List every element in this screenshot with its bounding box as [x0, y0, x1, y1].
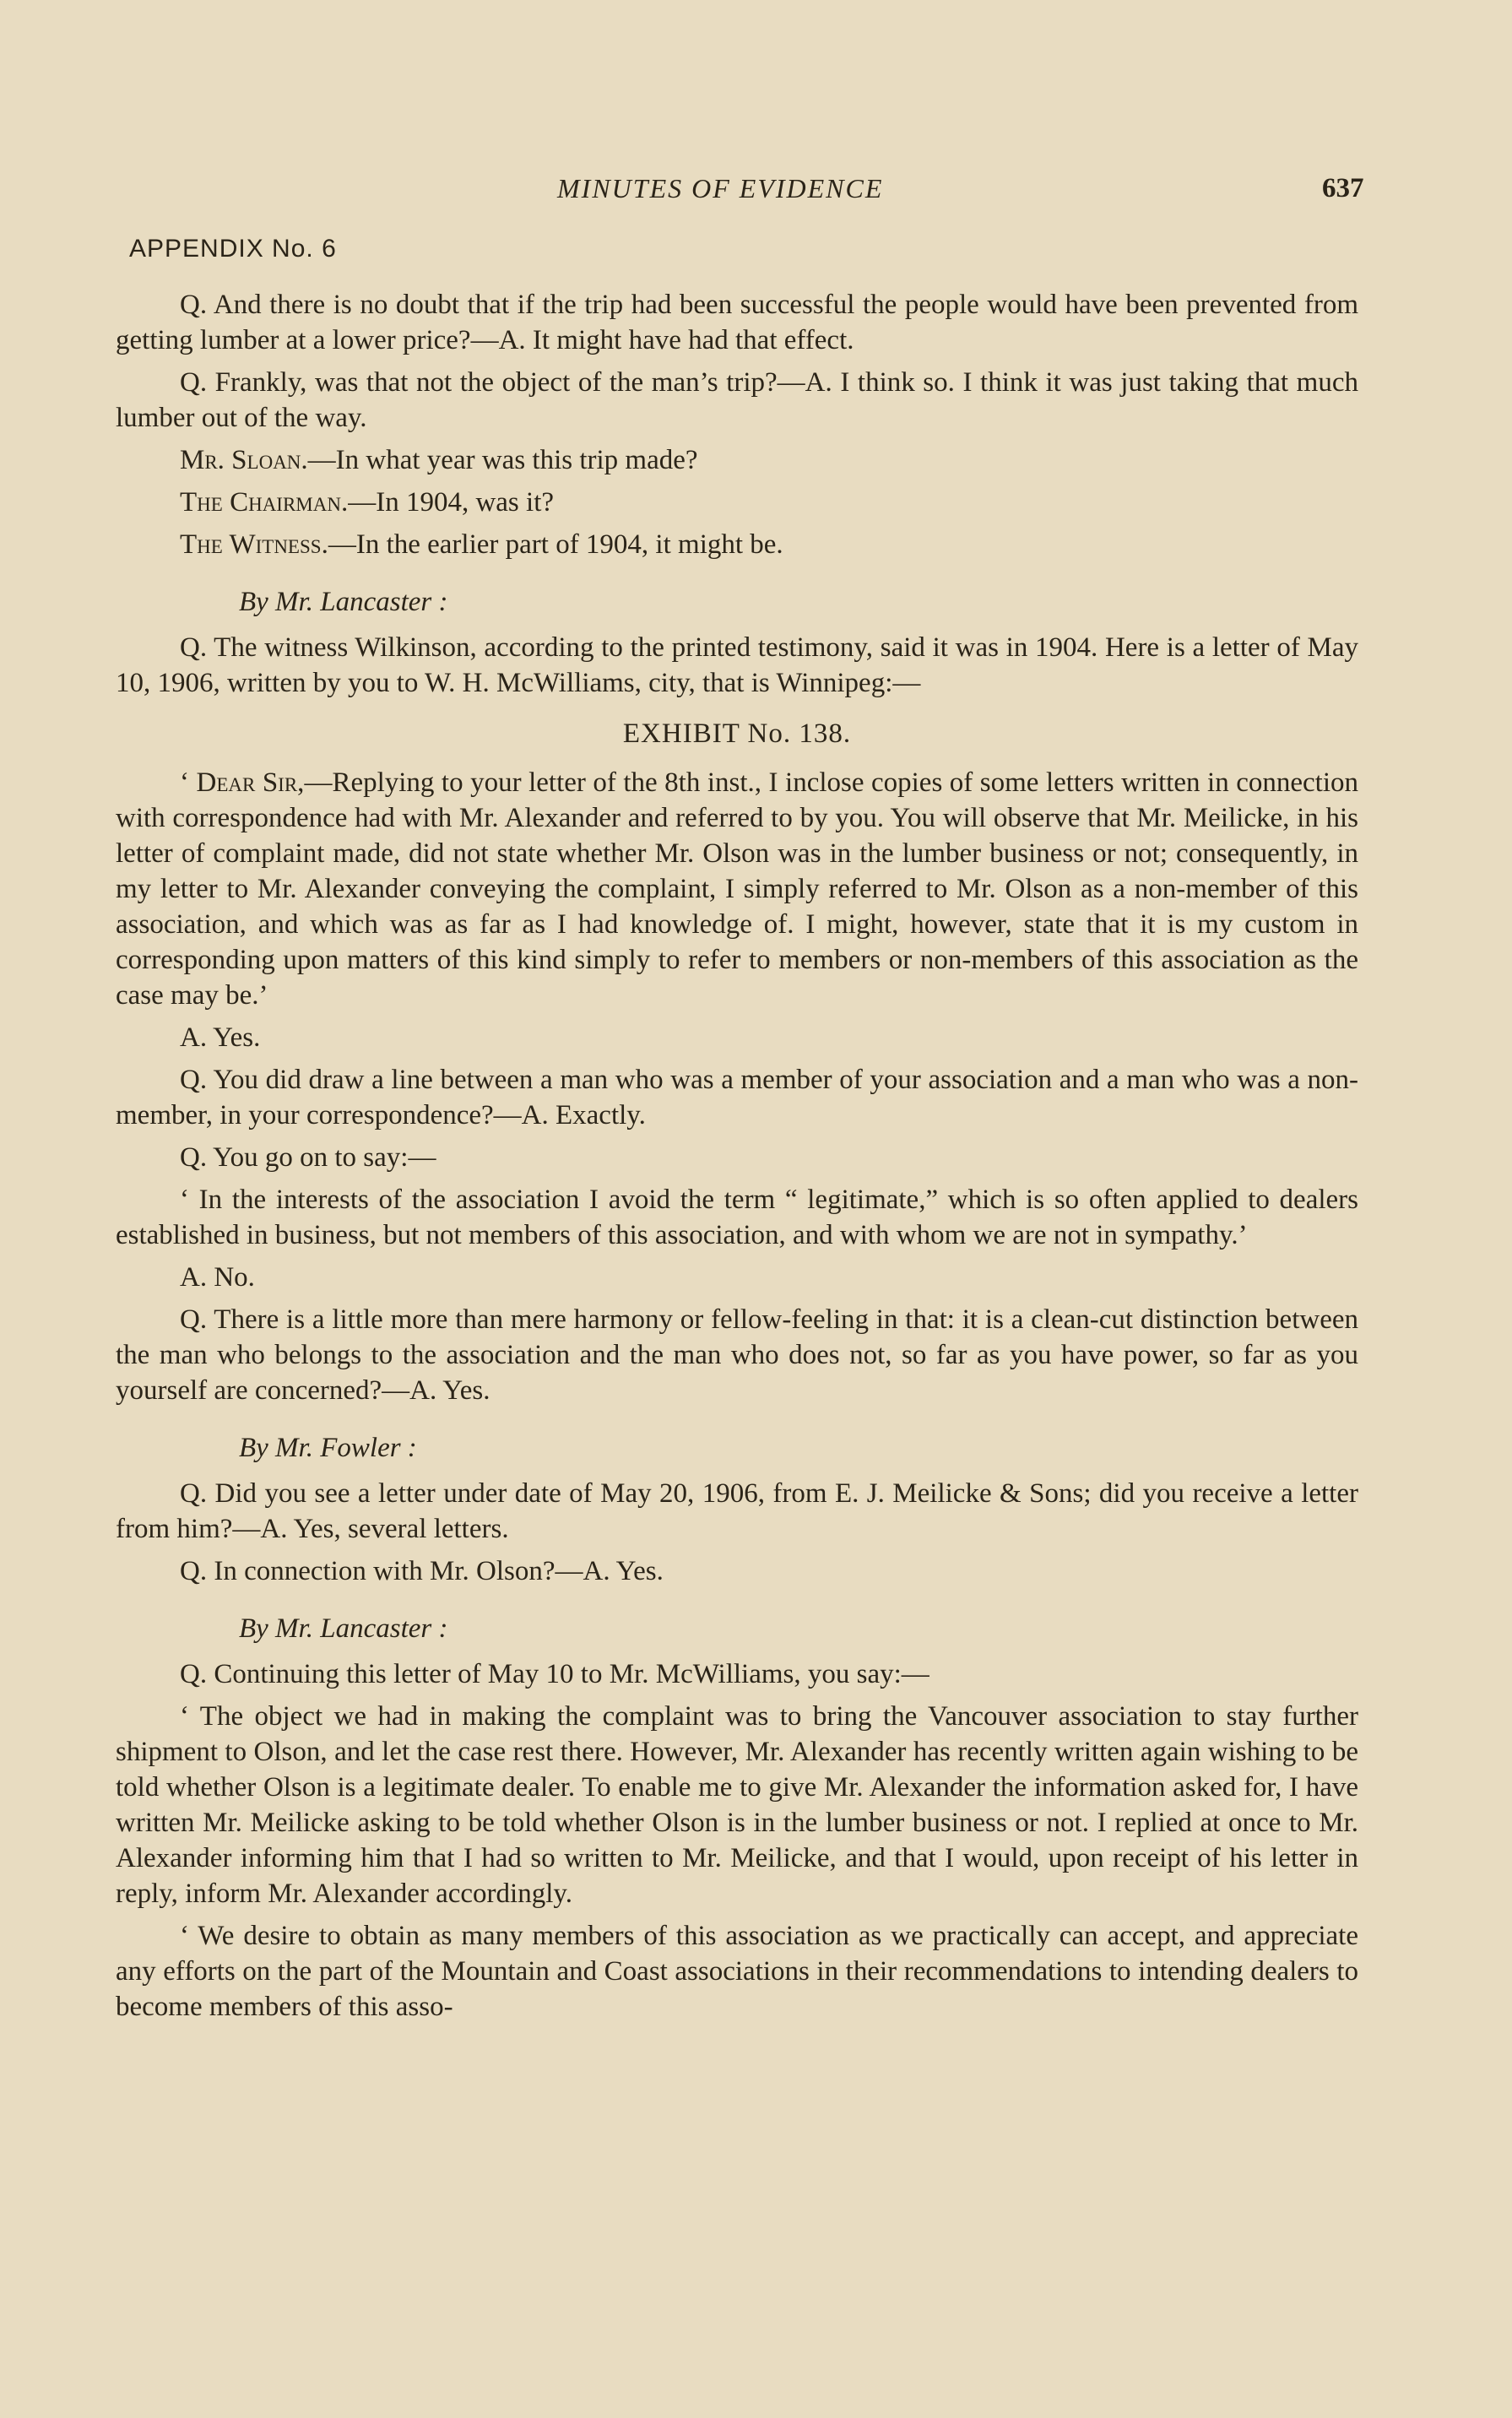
speaker-name: Mr. Sloan.	[180, 445, 308, 475]
paragraph: A. No.	[180, 1262, 255, 1293]
speaker-text: —In the earlier part of 1904, it might be.	[328, 529, 783, 560]
paragraph: Q. Frankly, was that not the object of the man’s trip?—A. I think so. I think it was just taking that much lumber out of the way.	[116, 367, 1358, 433]
exhibit-heading: EXHIBIT No. 138.	[622, 718, 852, 749]
speaker-name: The Witness.	[180, 529, 328, 560]
speaker-line	[116, 485, 1358, 520]
page-number: 637	[1322, 173, 1364, 203]
paragraph: A. Yes.	[180, 1022, 261, 1053]
paragraph: Q. You go on to say:—	[180, 1142, 436, 1173]
letter-text: —Replying to your letter of the 8th inst., I inclose copies of some letters written in connection with correspondence had with Mr. Alexander and referred to by you. You will observe that Mr. Meilicke, in his letter of complaint made, did not state whether Mr. Olson was in the lumber business or not; consequently, in my letter to Mr. Alexander conveying the complaint, I simply referred to Mr. Olson as a non-member of this association, and which was as far as I had knowledge of. I might, however, state that it is my custom in corresponding upon matters of this kind simply to refer to members or non-members of this association as the case may be.’	[116, 767, 1358, 1011]
paragraph: Q. The witness Wilkinson, according to the printed testimony, said it was in 1904. Here is a letter of May 10, 1906, written by you to W. H. McWilliams, city, that is Winnipeg:—	[116, 632, 1358, 698]
paragraph: Q. Did you see a letter under date of May 20, 1906, from E. J. Meilicke & Sons; did you receive a letter from him?—A. Yes, several letters.	[116, 1478, 1358, 1544]
letter-quote: ‘ The object we had in making the complaint was to bring the Vancouver association to stay further shipment to Olson, and let the case rest there. However, Mr. Alexander has recently written again wishing to be told whether Olson is a legitimate dealer. To enable me to give Mr. Alexander the information asked for, I have written Mr. Meilicke asking to be told whether Olson is in the lumber business or not. I replied at once to Mr. Alexander informing him that I had so written to Mr. Meilicke, and that I would, upon receipt of his letter in reply, inform Mr. Alexander accordingly.	[116, 1701, 1358, 1909]
running-title: MINUTES OF EVIDENCE	[557, 173, 884, 203]
paragraph: Q. Continuing this letter of May 10 to Mr. McWilliams, you say:—	[180, 1659, 929, 1689]
section-heading: By Mr. Lancaster :	[239, 1613, 448, 1644]
paragraph: Q. And there is no doubt that if the trip had been successful the people would have been prevented from getting lumber at a lower price?—A. It might have had that effect.	[116, 290, 1358, 355]
letter-quote: ‘ We desire to obtain as many members of this association as we practically can accept, and appreciate any efforts on the part of the Mountain and Coast associations in their recommendations to intending dealers to become members of this asso-	[116, 1921, 1358, 2022]
section-heading: By Mr. Fowler :	[239, 1433, 417, 1463]
speaker-text: —In what year was this trip made?	[307, 445, 698, 475]
speaker-text: —In 1904, was it?	[348, 487, 555, 518]
speaker-line	[116, 442, 1358, 478]
appendix-label: APPENDIX No. 6	[129, 235, 337, 263]
salutation: ‘ Dear Sir,	[180, 767, 305, 798]
letter-quote	[116, 765, 1358, 1013]
paragraph: Q. In connection with Mr. Olson?—A. Yes.	[180, 1556, 664, 1586]
running-head	[0, 173, 1512, 215]
section-heading: By Mr. Lancaster :	[239, 587, 448, 617]
body-text	[116, 287, 1358, 2031]
speaker-line	[116, 527, 1358, 562]
paragraph: Q. There is a little more than mere harmony or fellow-feeling in that: it is a clean-cut distinction between the man who belongs to the association and the man who does not, so far as you have power, so far as you yourself are concerned?—A. Yes.	[116, 1304, 1358, 1406]
paragraph: Q. You did draw a line between a man who was a member of your association and a man who was a non-member, in your correspondence?—A. Exactly.	[116, 1065, 1358, 1130]
speaker-name: The Chairman.	[180, 487, 349, 518]
letter-quote: ‘ In the interests of the association I avoid the term “ legitimate,” which is so often applied to dealers established in business, but not members of this association, and with whom we are not in sympathy.’	[116, 1185, 1358, 1250]
